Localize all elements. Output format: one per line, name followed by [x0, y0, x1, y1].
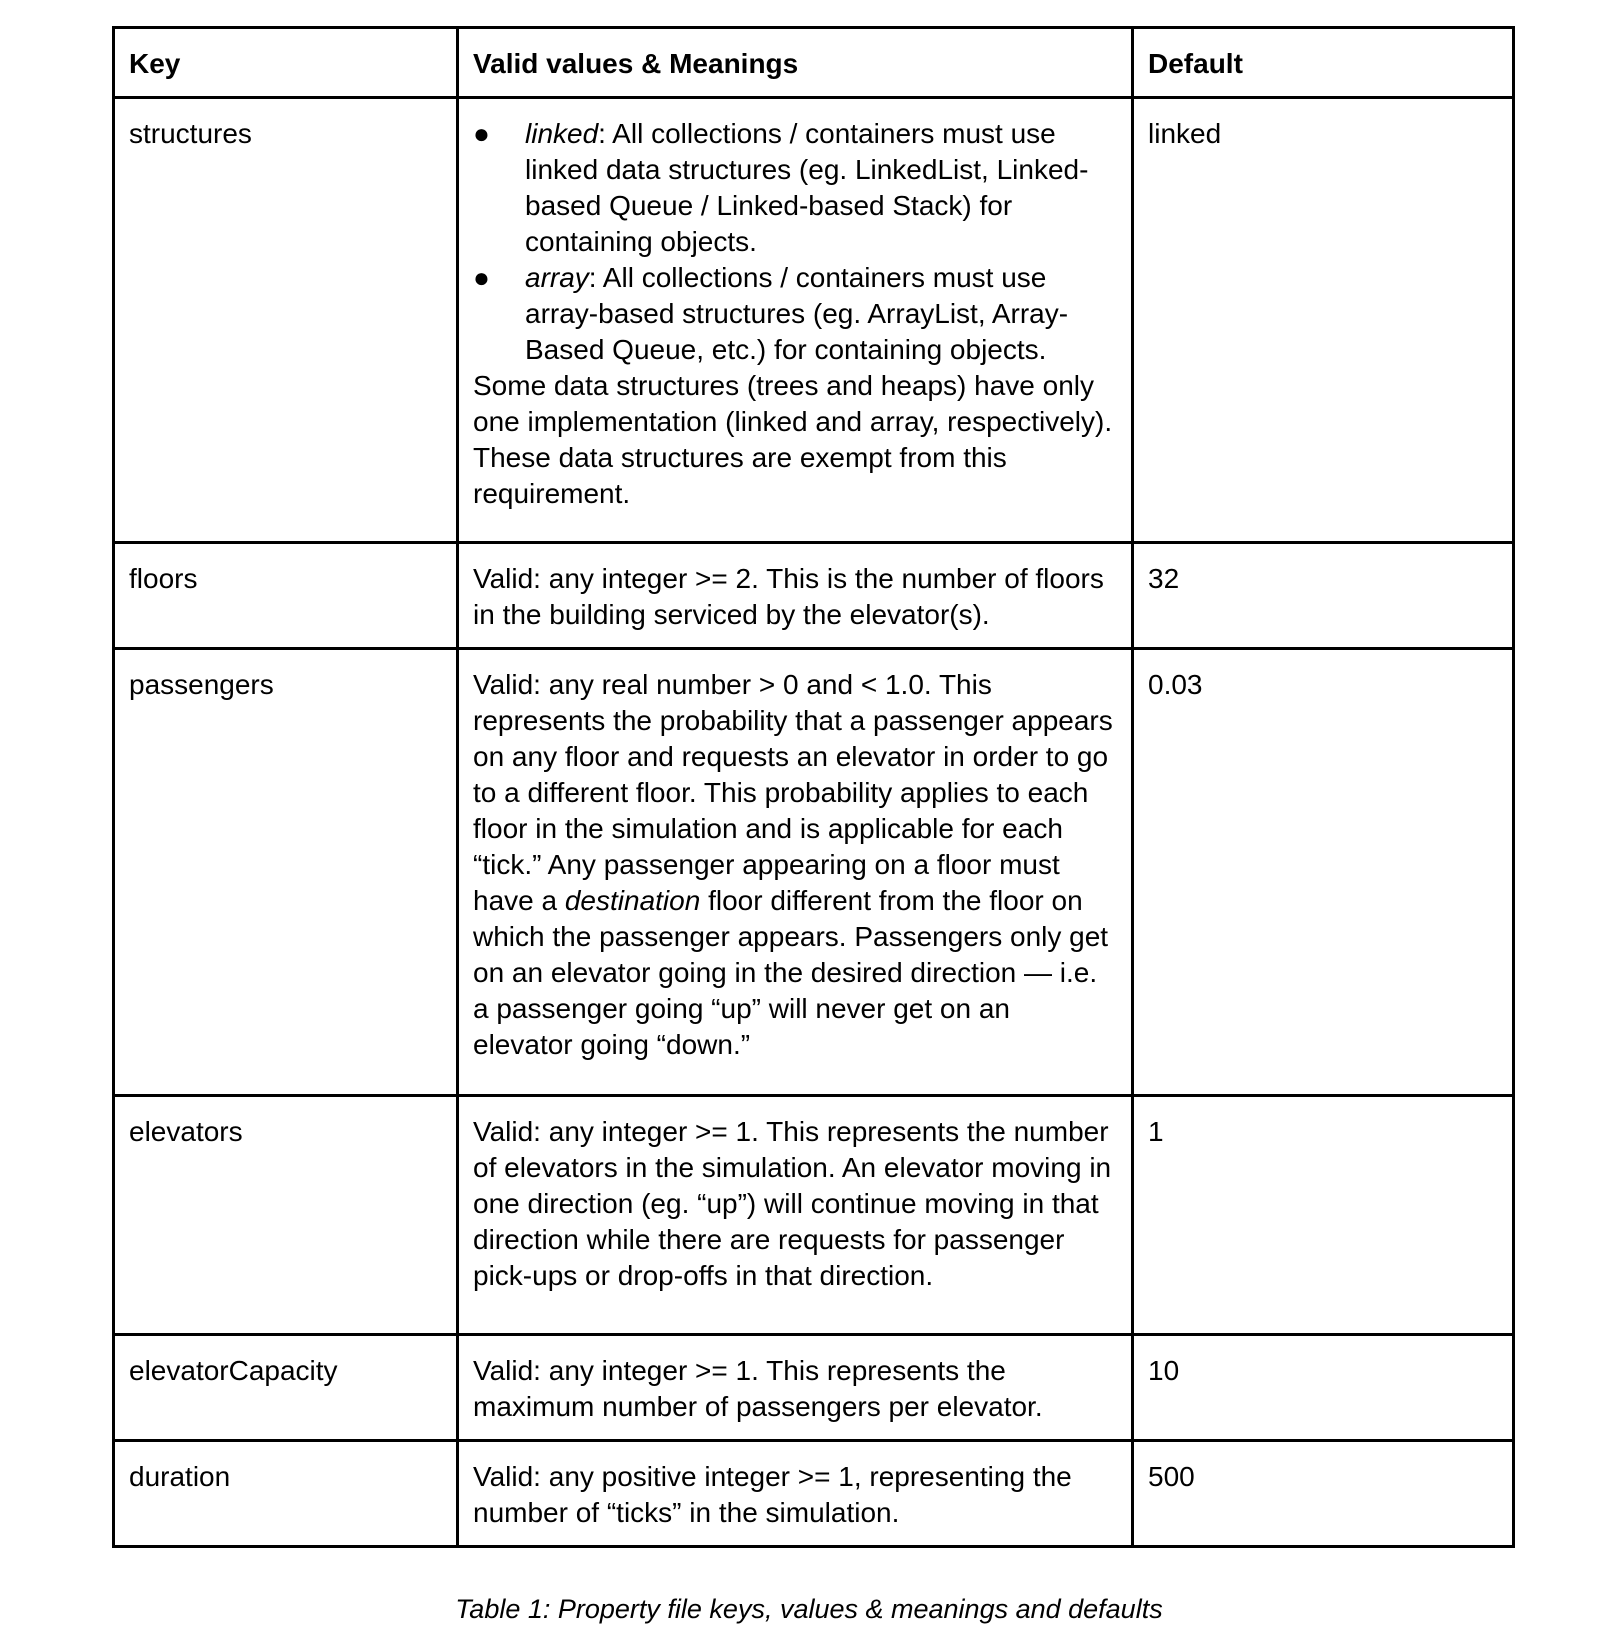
key-cell: floors	[114, 543, 458, 649]
array-description: : All collections / containers must use array-based structures (eg. ArrayList, Array-Based Queue, etc.) for containing objects.	[525, 262, 1069, 365]
key-cell: passengers	[114, 649, 458, 1096]
passengers-text-before: Valid: any real number > 0 and < 1.0. This represents the probability that a passenger appears on any floor and requests an elevator in order to go to a different floor. This probability applies to each floor in the simulation and is applicable for each “tick.” Any passenger appearing on a floor must have a	[473, 669, 1113, 916]
table-row-floors	[114, 543, 1514, 649]
structures-note: Some data structures (trees and heaps) have only one implementation (linked and array, respectively). These data structures are exempt from this requirement.	[473, 370, 1113, 509]
linked-description: : All collections / containers must use linked data structures (eg. LinkedList, Linked-based Queue / Linked-based Stack) for containing objects.	[525, 118, 1089, 257]
key-cell: elevatorCapacity	[114, 1335, 458, 1441]
default-cell: 0.03	[1133, 649, 1514, 1096]
values-cell	[458, 98, 1133, 543]
key-cell: duration	[114, 1441, 458, 1547]
default-cell: 10	[1133, 1335, 1514, 1441]
table-row-elevatorCapacity	[114, 1335, 1514, 1441]
table-row-passengers	[114, 649, 1514, 1096]
term-linked: linked	[525, 118, 599, 149]
default-cell: 500	[1133, 1441, 1514, 1547]
default-cell: 1	[1133, 1096, 1514, 1335]
values-cell	[458, 649, 1133, 1096]
property-table	[112, 26, 1515, 1548]
values-cell: Valid: any integer >= 1. This represents the maximum number of passengers per elevator.	[458, 1335, 1133, 1441]
header-values: Valid values & Meanings	[458, 28, 1133, 98]
table-caption: Table 1: Property file keys, values & meanings and defaults	[455, 1594, 1163, 1624]
table-header-row	[114, 28, 1514, 98]
list-item	[473, 116, 1117, 260]
table-row-duration	[114, 1441, 1514, 1547]
list-item	[473, 260, 1117, 368]
bullet-icon: ●	[473, 118, 490, 149]
structures-options-list	[473, 116, 1117, 368]
header-default: Default	[1133, 28, 1514, 98]
bullet-icon: ●	[473, 262, 490, 293]
key-cell: elevators	[114, 1096, 458, 1335]
default-cell: 32	[1133, 543, 1514, 649]
table-row-structures	[114, 98, 1514, 543]
passengers-emphasis: destination	[564, 885, 701, 916]
passengers-text-after: floor different from the floor on which the passenger appears. Passengers only get on an elevator going in the desired direction — i.e. a passenger going “up” will never get on an elevator going “down.”	[473, 885, 1109, 1060]
values-cell: Valid: any integer >= 1. This represents the number of elevators in the simulation. An elevator moving in one direction (eg. “up”) will continue moving in that direction while there are requests for passenger pick-ups or drop-offs in that direction.	[458, 1096, 1133, 1335]
term-array: array	[525, 262, 589, 293]
default-cell: linked	[1133, 98, 1514, 543]
values-cell: Valid: any positive integer >= 1, representing the number of “ticks” in the simulation.	[458, 1441, 1133, 1547]
values-cell: Valid: any integer >= 2. This is the number of floors in the building serviced by the elevator(s).	[458, 543, 1133, 649]
key-cell: structures	[114, 98, 458, 543]
table-row-elevators	[114, 1096, 1514, 1335]
header-key: Key	[114, 28, 458, 98]
